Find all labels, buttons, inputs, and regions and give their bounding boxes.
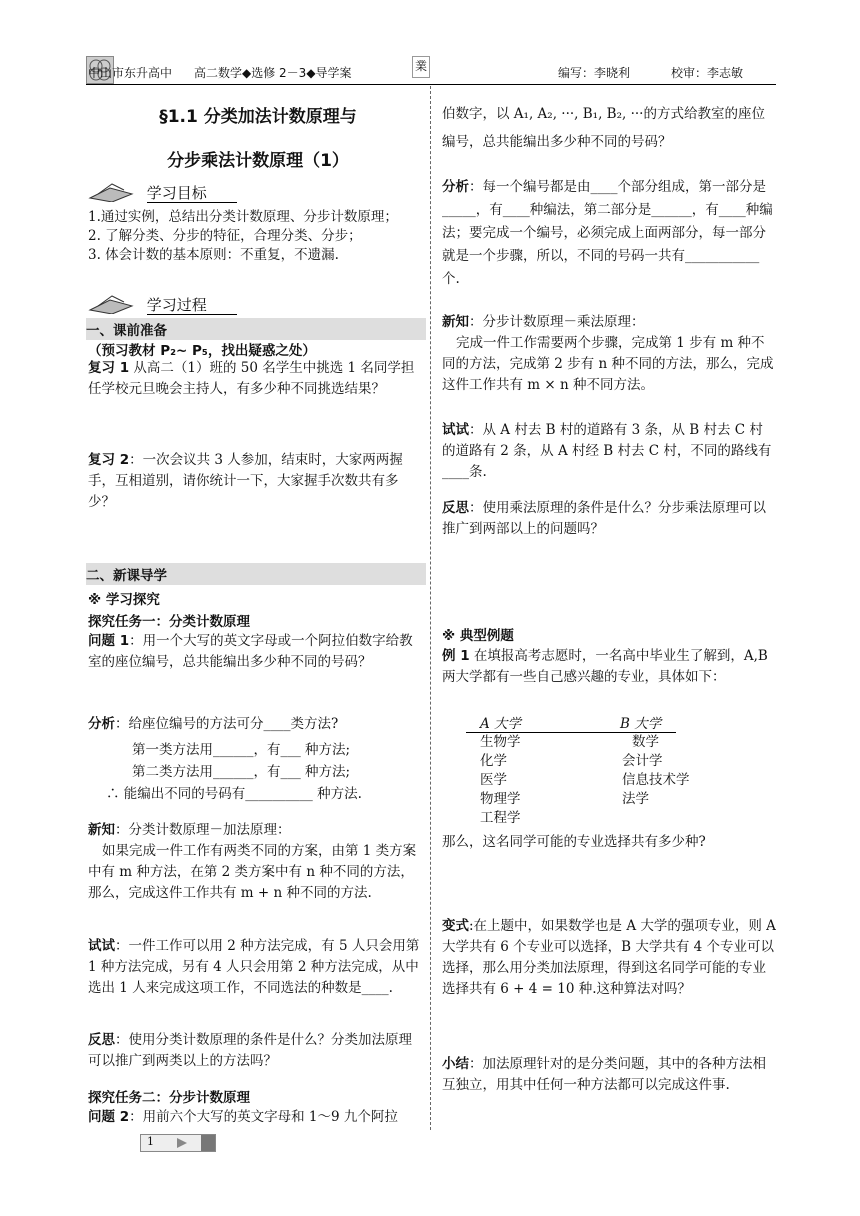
analysis1-line3: ∴ 能编出不同的号码有__________ 种方法. [106, 786, 362, 802]
analysis1-line2: 第二类方法用______，有___ 种方法; [132, 764, 351, 780]
list-item: 生物学 [480, 734, 521, 750]
question2: 问题 2：用前六个大写的英文字母和 1～9 九个阿拉 [88, 1109, 398, 1125]
list-item: 工程学 [480, 810, 521, 826]
part2-title: 二、新课导学 [86, 563, 426, 585]
review2: 复习 2：一次会议共 3 人参加，结束时，大家两两握手，互相道别，请你统计一下，大家握手次数共有多少？ [88, 452, 403, 510]
list-item: 数学 [632, 734, 659, 750]
try1: 试试：一件工作可以用 2 种方法完成，有 5 人只会用第 1 种方法完成，另有 4 人只会用第 2 种方法完成，从中选出 1 人来完成这项工作，不同选法的种数是____. [88, 938, 420, 996]
example1: 例 1 在填报高考志愿时，一名高中毕业生了解到，A,B 两大学都有一些自己感兴趣的专业，具体如下： [442, 648, 768, 685]
stamp-icon: 業 [412, 56, 430, 78]
title-line2: 分步乘法计数原理（1） [167, 151, 349, 171]
page-header [86, 56, 776, 84]
objective-item: 3. 体会计数的基本原则：不重复，不遗漏. [88, 247, 339, 263]
analysis2: 分析：每一个编号都是由____个部分组成，第一部分是_____，有____种编法，第二部分是______，有____种编法；要完成一个编号，必须完成上面两部分，每一部分就是一个步骤，所以，不同的号码一共有___________ 个. [442, 179, 773, 287]
process-heading: 学习过程 [88, 292, 229, 319]
book-icon [88, 292, 134, 314]
list-item: 法学 [622, 791, 649, 807]
analysis1-line1: 第一类方法用______，有___ 种方法; [132, 742, 351, 758]
objective-item: 2. 了解分类、分步的特征，合理分类、分步； [88, 228, 362, 244]
list-item: 信息技术学 [622, 772, 690, 788]
reflect2: 反思：使用乘法原理的条件是什么？分步乘法原理可以推广到两部以上的问题吗？ [442, 500, 766, 537]
try2: 试试：从 A 村去 B 村的道路有 3 条，从 B 村去 C 村的道路有 2 条，从 A 村经 B 村去 C 村，不同的路线有____条. [442, 422, 772, 480]
reflect1: 反思：使用分类计数原理的条件是什么？分类加法原理可以推广到两类以上的方法吗？ [88, 1032, 412, 1069]
new-knowledge-multiplication: 新知：分步计数原理－乘法原理： 完成一件工作需要两个步骤，完成第 1 步有 m 种不同的方法，完成第 2 步有 n 种不同的方法，那么，完成这件工作共有 m × n 种不同方法。 [442, 314, 774, 393]
list-b [622, 733, 690, 809]
book-icon [88, 180, 134, 202]
objective-item: 1.通过实例，总结出分类计数原理、分步计数原理； [88, 209, 398, 225]
task1-heading: 探究任务一：分类计数原理 [88, 614, 250, 630]
arrow-icon [177, 1138, 187, 1148]
footer-block [201, 1135, 215, 1151]
list-item: 会计学 [622, 753, 663, 769]
objectives-heading: 学习目标 [88, 180, 229, 207]
analysis1: 分析：给座位编号的方法可分____类方法? [88, 716, 339, 732]
summary: 小结：加法原理针对的是分类问题，其中的各种方法相互独立，用其中任何一种方法都可以完成这件事. [442, 1056, 766, 1093]
list-item: 物理学 [480, 791, 521, 807]
variant: 变式:在上题中，如果数学也是 A 大学的强项专业，则 A 大学共有 6 个专业可以选择，B 大学共有 4 个专业可以选择，那么用分类加法原理，得到这名同学可能的专业选择共有 6 + 4 = 10 种.这种算法对吗？ [442, 918, 776, 997]
preview-note: （预习教材 P₂~ P₅，找出疑惑之处） [88, 343, 316, 359]
question1: 问题 1：用一个大写的英文字母或一个阿拉伯数字给教室的座位编号，总共能编出多少种不同的号码？ [88, 633, 413, 670]
header-rule [86, 84, 776, 85]
new-knowledge-addition: 新知：分类计数原理－加法原理： 如果完成一件工作有两类不同的方案，由第 1 类方案中有 m 种方法，在第 2 类方案中有 n 种不同的方法，那么，完成这件工作共有 m + n 种不同的方法. [88, 822, 417, 901]
header-school: 中山市东升高中 [88, 66, 173, 80]
header-editor: 编写：李晓利 [558, 66, 631, 80]
explore-heading: ※ 学习探究 [88, 592, 160, 608]
review1: 复习 1 从高二（1）班的 50 名学生中挑选 1 名同学担任学校元旦晚会主持人，有多少种不同挑选结果？ [88, 360, 415, 397]
header-course: 高二数学◆选修 2－3◆导学案 [194, 66, 352, 80]
list-item: 医学 [480, 772, 507, 788]
header-reviewer: 校审：李志敏 [671, 66, 744, 80]
column-divider [430, 86, 431, 1130]
task2-heading: 探究任务二：分步计数原理 [88, 1090, 250, 1106]
col-a-header: A 大学 [480, 716, 522, 732]
page-footer: 1 [140, 1134, 216, 1152]
part1-title: 一、课前准备 [86, 318, 426, 340]
example1-question: 那么，这名同学可能的专业选择共有多少种? [442, 834, 706, 850]
objectives-list [88, 208, 428, 265]
list-a [480, 733, 521, 828]
list-item: 化学 [480, 753, 507, 769]
question2-continued: 伯数字，以 A₁, A₂, ···, B₁, B₂, ···的方式给教室的座位编号，总共能编出多少种不同的号码？ [442, 106, 765, 150]
col-b-header: B 大学 [620, 716, 662, 732]
examples-heading: ※ 典型例题 [442, 628, 514, 644]
table-header [466, 712, 676, 733]
title-line1: §1.1 分类加法计数原理与 [159, 107, 357, 127]
